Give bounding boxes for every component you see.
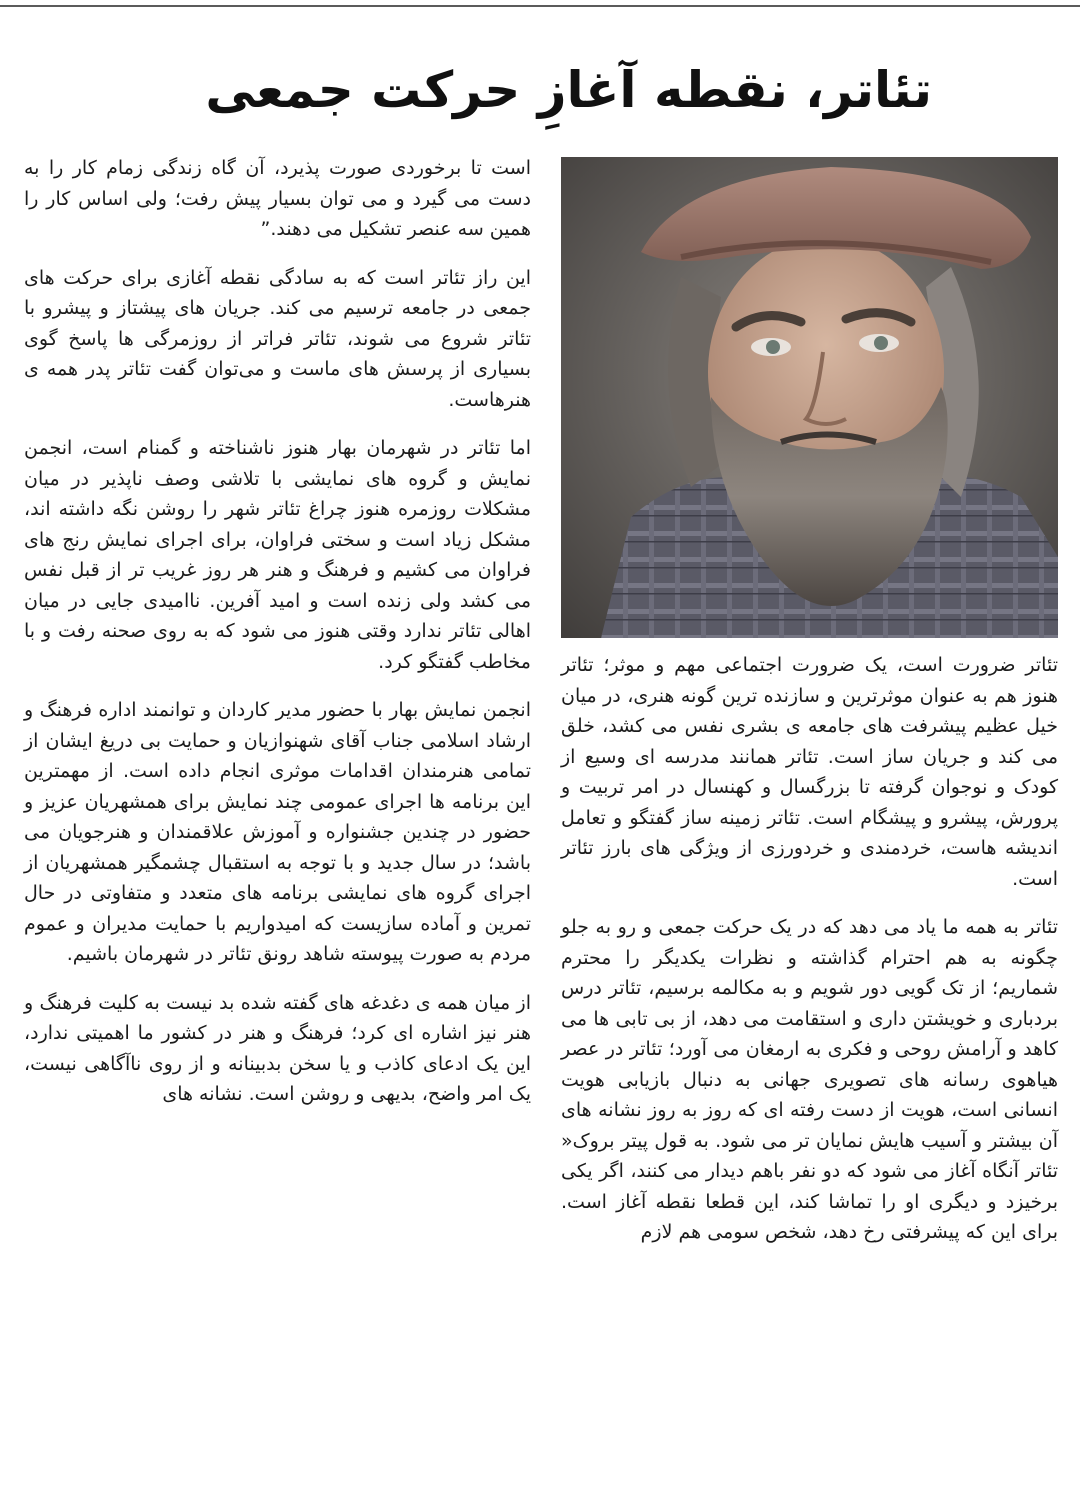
top-rule <box>0 5 1080 7</box>
headline: تئاتر، نقطه آغازِ حرکت جمعی <box>205 61 932 119</box>
portrait-photo <box>561 157 1058 638</box>
paragraph: این راز تئاتر است که به سادگی نقطه آغازی برای حرکت های جمعی در جامعه ترسیم می کند. جریان های پیشتاز و پیشرو با تئاتر شروع می شوند، تئاتر فراتر از روزمرگی ها پاسخ گوی بسیاری از پرسش های ماست و می‌توان گفت تئاتر پدر همه ی هنرهاست. <box>24 266 531 411</box>
right-column-text <box>561 650 1058 1266</box>
left-column-text <box>24 153 531 1128</box>
paragraph: انجمن نمایش بهار با حضور مدیر کاردان و توانمند اداره فرهنگ و ارشاد اسلامی جناب آقای شهنوازیان و حمایت بی دریغ ایشان از تمامی هنرمندان اقدامات موثری انجام داده است. از مهمترین این برنامه ها اجرای عمومی چند نمایش برای همشهریان عزیز و حضور در چندین جشنواره و آموزش علاقمندان و هنرجویان می باشد؛ در سال جدید و با توجه به استقبال چشمگیر همشهریان از اجرای گروه های نمایشی برنامه های متعدد و متفاوتی در حال تمرین و آماده سازیست که امیدواریم با حمایت مدیران و عموم مردم به صورت پیوسته شاهد رونق تئاتر در شهرمان باشیم. <box>24 699 531 965</box>
paragraph: تئاتر ضرورت است، یک ضرورت اجتماعی مهم و موثر؛ تئاتر هنوز هم به عنوان موثرترین و سازنده ترین گونه هنری، در میان خیل عظیم پیشرفت های جامعه ی بشری نفس می کشد، خلق می کند و جریان ساز است. تئاتر همانند مدرسه ای وسیع از کودک و نوجوان گرفته تا بزرگسال و کهنسال در امر تربیت و پرورش، پیشرو و پیشگام است. تئاتر زمینه ساز گفتگو و تعامل اندیشه هاست، خردمندی و خردورزی از ویژگی های بارز تئاتر است. <box>561 654 1058 890</box>
portrait-illustration <box>561 157 1058 638</box>
paragraph: اما تئاتر در شهرمان بهار هنوز ناشناخته و گمنام است، انجمن نمایش و گروه های نمایشی با تلاشی وصف ناپذیر در میان مشکلات روزمره هنوز چراغ تئاتر شهر را روشن نگه داشته اند، مشکل زیاد است و سختی فراوان، برای اجرای نمایش رنج های فراوان می کشیم و فرهنگ و هنر هر روز غریب تر از قبل نفس می کشد ولی زنده است و امید آفرین. ناامیدی جایی در میان اهالی تئاتر ندارد وقتی هنوز می شود که به روی صحنه رفت و با مخاطب گفتگو کرد. <box>24 437 531 673</box>
paragraph: از میان همه ی دغدغه های گفته شده بد نیست به کلیت فرهنگ و هنر نیز اشاره ای کرد؛ فرهنگ و هنر در کشور ما اهمیتی ندارد، این یک ادعای کاذب و یا سخن بدبینانه و از روی ناآگاهی نیست، یک امر واضح، بدیهی و روشن است. نشانه های <box>24 991 531 1105</box>
paragraph: تئاتر به همه ما یاد می دهد که در یک حرکت جمعی و رو به جلو چگونه به هم احترام گذاشته و نظرات یکدیگر را محترم شماریم؛ از تک گویی دور شویم و به مکالمه برسیم، تئاتر درس بردباری و خویشتن داری و استقامت می دهد، از بی تابی ها می کاهد و آرامش روحی و فکری به ارمغان می آورد؛ تئاتر در عصر هیاهوی رسانه های تصویری جهانی به دنبال بازیابی هویت انسانی است، هویت از دست رفته ای که روز به روز نشانه های آن بیشتر و آسیب هایش نمایان تر می شود. به قول پیتر بروک« تئاتر آنگاه آغاز می شود که دو نفر باهم دیدار می کنند، اگر یکی برخیزد و دیگری او را تماشا کند، این قطعا نقطه آغاز است. برای این که پیشرفتی رخ دهد، شخص سومی هم لازم <box>561 916 1058 1243</box>
paragraph: است تا برخوردی صورت پذیرد، آن گاه زندگی زمام کار را به دست می گیرد و می توان بسیار پیش رفت؛ ولی اساس کار را همین سه عنصر تشکیل می دهند.” <box>24 157 531 240</box>
